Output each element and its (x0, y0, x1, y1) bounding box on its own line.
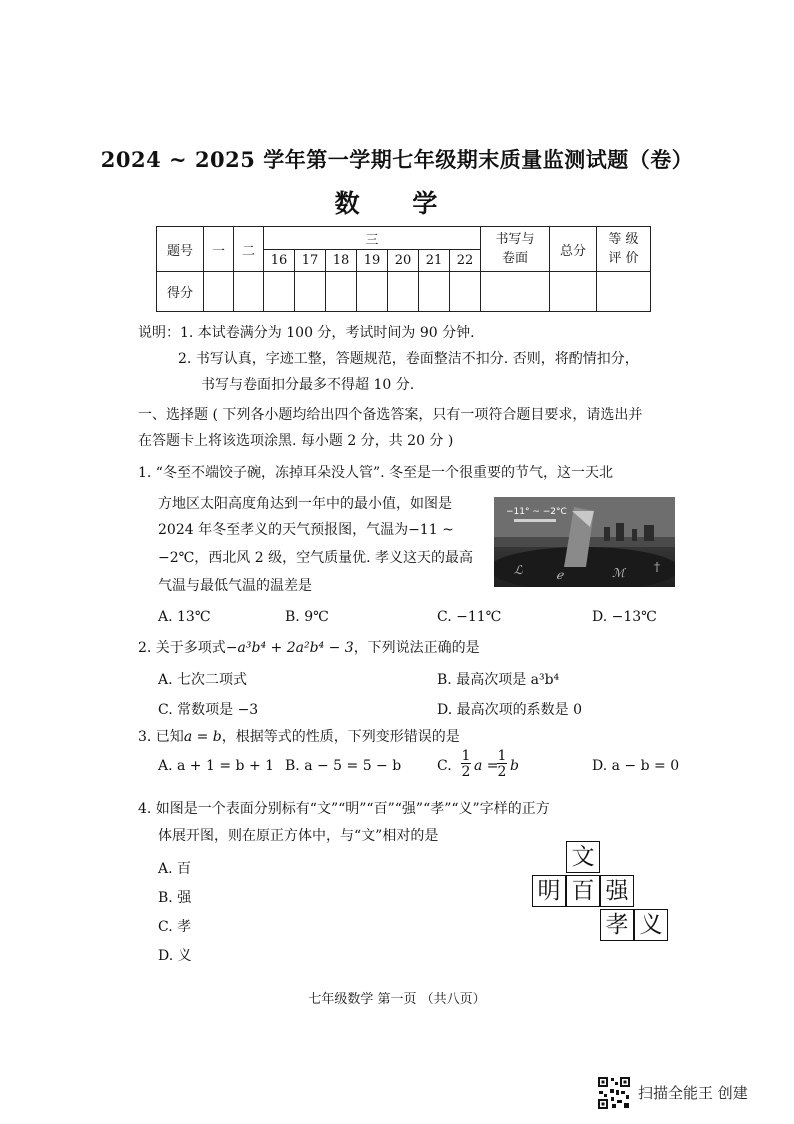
q3-option-c-mid: a = (474, 758, 499, 774)
note-line-3: 书写与卷面扣分最多不得超 10 分. (201, 377, 415, 393)
col-writing-bottom: 卷面 (501, 251, 528, 266)
score-table (156, 226, 651, 312)
q4-line-2: 体展开图，则在原正方体中，与“文”相对的是 (158, 828, 439, 844)
q3-stem-a: 3. 已知 (138, 729, 184, 745)
q4-option-b[interactable]: B. 强 (158, 890, 192, 906)
q1-line-4: −2℃，西北风 2 级，空气质量优. 孝义这天的最高 (158, 550, 474, 566)
col-grade-bottom: 评 价 (608, 251, 639, 266)
scanner-watermark: 扫描全能王 创建 (638, 1084, 748, 1102)
net-face-wen: 文 (566, 841, 600, 873)
col-section-three: 三 (264, 227, 481, 250)
q3-frac-1-den: 2 (461, 764, 471, 780)
q2-stem (138, 638, 480, 658)
score-cell[interactable] (204, 272, 234, 312)
net-face-bai: 百 (566, 875, 600, 907)
col-section-two: 二 (234, 227, 264, 272)
score-cell[interactable] (419, 272, 450, 312)
q3-frac-2-num: 1 (497, 748, 507, 764)
exam-title: 2024 ~ 2025 学年第一学期七年级期末质量监测试题（卷） (100, 147, 694, 172)
score-cell[interactable] (388, 272, 419, 312)
subject-title: 数 学 (334, 189, 460, 218)
net-face-qiang: 强 (600, 875, 634, 907)
q2-stem-a: 2. 关于多项式 (138, 640, 226, 656)
page-footer: 七年级数学 第一页 （共八页） (308, 992, 486, 1007)
q1-option-d[interactable]: D. −13℃ (592, 609, 657, 625)
qr-code-icon (597, 1076, 631, 1110)
svg-text:ℯ: ℯ (556, 568, 564, 582)
q1-line-3: 2024 年冬至孝义的天气预报图，气温为−11 ~ (158, 522, 454, 538)
col-q19: 19 (357, 250, 388, 272)
score-cell[interactable] (481, 272, 550, 312)
row-label-question-number: 题号 (157, 227, 204, 272)
score-cell[interactable] (234, 272, 264, 312)
q1-option-c[interactable]: C. −11℃ (437, 609, 502, 625)
score-cell[interactable] (264, 272, 295, 312)
q4-option-a[interactable]: A. 百 (158, 861, 192, 877)
score-cell[interactable] (326, 272, 357, 312)
q4-option-d[interactable]: D. 义 (158, 948, 192, 964)
q4-line-1: 4. 如图是一个表面分别标有“文”“明”“百”“强”“孝”“义”字样的正方 (138, 801, 550, 817)
note-line-1: 说明：1. 本试卷满分为 100 分，考试时间为 90 分钟. (138, 325, 475, 341)
q2-option-a[interactable]: A. 七次二项式 (158, 672, 248, 688)
col-q18: 18 (326, 250, 357, 272)
q2-polynomial: −a³b⁴ + 2a²b⁴ − 3 (225, 640, 354, 656)
score-cell[interactable] (357, 272, 388, 312)
net-face-xiao: 孝 (600, 909, 634, 941)
col-q20: 20 (388, 250, 419, 272)
note-line-2: 2. 书写认真，字迹工整，答题规范，卷面整洁不扣分. 否则，将酌情扣分， (178, 351, 639, 367)
q3-frac-2-den: 2 (497, 764, 507, 780)
col-section-one: 一 (204, 227, 234, 272)
svg-text:ℒ: ℒ (514, 563, 523, 577)
q3-option-c-end: b (510, 758, 519, 774)
q2-option-b[interactable]: B. 最高次项是 a³b⁴ (437, 672, 560, 688)
score-cell[interactable] (550, 272, 597, 312)
col-q16: 16 (264, 250, 295, 272)
score-cell[interactable] (597, 272, 651, 312)
col-writing-top: 书写与 (495, 232, 535, 247)
photo-caption-bar (514, 519, 556, 522)
col-q17: 17 (295, 250, 326, 272)
q3-condition: a = b (183, 729, 222, 745)
col-q21: 21 (419, 250, 450, 272)
q1-option-a[interactable]: A. 13℃ (158, 609, 211, 625)
q3-option-c-label: C. (437, 758, 452, 774)
svg-text:ℳ: ℳ (612, 566, 625, 580)
q2-stem-b: ，下列说法正确的是 (353, 640, 480, 656)
score-cell[interactable] (450, 272, 481, 312)
q3-stem (138, 727, 460, 747)
col-q22: 22 (450, 250, 481, 272)
q3-option-d[interactable]: D. a − b = 0 (592, 758, 680, 774)
section-heading-line-1: 一、选择题 ( 下列各小题均给出四个备选答案，只有一项符合题目要求，请选出并 (138, 407, 643, 423)
svg-text:†: † (654, 560, 660, 574)
q3-option-a[interactable]: A. a + 1 = b + 1 (158, 758, 275, 774)
score-cell[interactable] (295, 272, 326, 312)
row-label-score: 得分 (157, 272, 204, 312)
q3-option-b[interactable]: B. a − 5 = 5 − b (285, 758, 402, 774)
section-heading-line-2: 在答题卡上将该选项涂黑. 每小题 2 分，共 20 分 ) (138, 433, 454, 449)
q3-frac-1-num: 1 (461, 748, 471, 764)
col-grade (597, 227, 651, 272)
q2-option-d[interactable]: D. 最高次项的系数是 0 (437, 702, 582, 718)
q3-stem-b: ，根据等式的性质，下列变形错误的是 (221, 729, 460, 745)
q1-line-5: 气温与最低气温的温差是 (158, 578, 312, 594)
q2-option-c[interactable]: C. 常数项是 −3 (158, 702, 259, 718)
q4-option-c[interactable]: C. 孝 (158, 919, 192, 935)
col-writing (481, 227, 550, 272)
net-face-yi: 义 (634, 909, 668, 941)
col-total: 总分 (550, 227, 597, 272)
q1-line-2: 方地区太阳高度角达到一年中的最小值，如图是 (158, 496, 452, 512)
photo-temperature-label: −11° ~ −2°C (506, 507, 567, 517)
col-grade-top: 等 级 (608, 232, 639, 247)
weather-forecast-photo (494, 497, 675, 587)
q1-option-b[interactable]: B. 9℃ (285, 609, 329, 625)
net-face-ming: 明 (532, 875, 566, 907)
q1-line-1: 1. “冬至不端饺子碗，冻掉耳朵没人管”. 冬至是一个很重要的节气，这一天北 (138, 465, 614, 481)
